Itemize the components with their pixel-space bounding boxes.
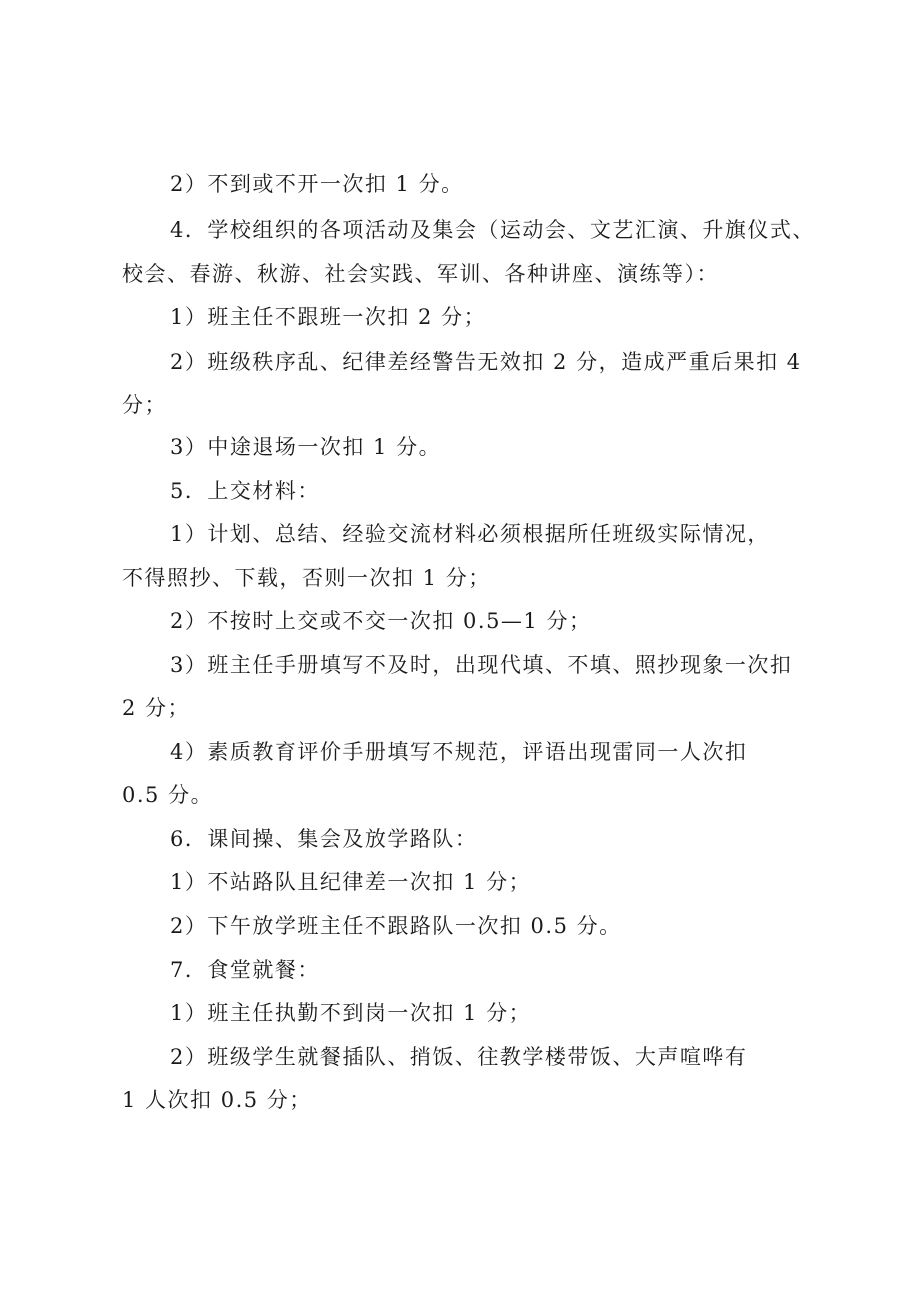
text-line: 6．课间操、集会及放学路队： (170, 827, 478, 851)
text-line: 0.5 分。 (122, 783, 214, 807)
text-line: 4）素质教育评价手册填写不规范，评语出现雷同一人次扣 (170, 740, 748, 764)
text-line: 7．食堂就餐： (170, 958, 320, 982)
text-line: 2）班级秩序乱、纪律差经警告无效扣 2 分，造成严重后果扣 4 (170, 350, 802, 374)
text-line: 1）不站路队且纪律差一次扣 1 分； (170, 870, 532, 894)
text-line: 5．上交材料： (170, 479, 320, 503)
text-line: 2）下午放学班主任不跟路队一次扣 0.5 分。 (170, 914, 622, 938)
text-line: 1）计划、总结、经验交流材料必须根据所任班级实际情况， (170, 522, 770, 546)
text-line: 2）不按时上交或不交一次扣 0.5—1 分； (170, 609, 592, 633)
text-line: 4．学校组织的各项活动及集会（运动会、文艺汇演、升旗仪式、 (170, 218, 815, 242)
text-line: 1）班主任不跟班一次扣 2 分； (170, 305, 487, 329)
text-line: 3）中途退场一次扣 1 分。 (170, 435, 442, 459)
text-line: 1 人次扣 0.5 分； (122, 1088, 312, 1112)
text-line: 2 分； (122, 696, 191, 720)
text-line: 3）班主任手册填写不及时，出现代填、不填、照抄现象一次扣 (170, 653, 793, 677)
text-line: 1）班主任执勤不到岗一次扣 1 分； (170, 1001, 532, 1025)
text-line: 2）班级学生就餐插队、捎饭、往教学楼带饭、大声喧哗有 (170, 1045, 748, 1069)
text-line: 校会、春游、秋游、社会实践、军训、各种讲座、演练等）： (122, 262, 719, 286)
text-line: 2）不到或不开一次扣 1 分。 (170, 172, 464, 196)
text-line: 分； (122, 393, 167, 417)
text-line: 不得照抄、下载，否则一次扣 1 分； (122, 566, 491, 590)
